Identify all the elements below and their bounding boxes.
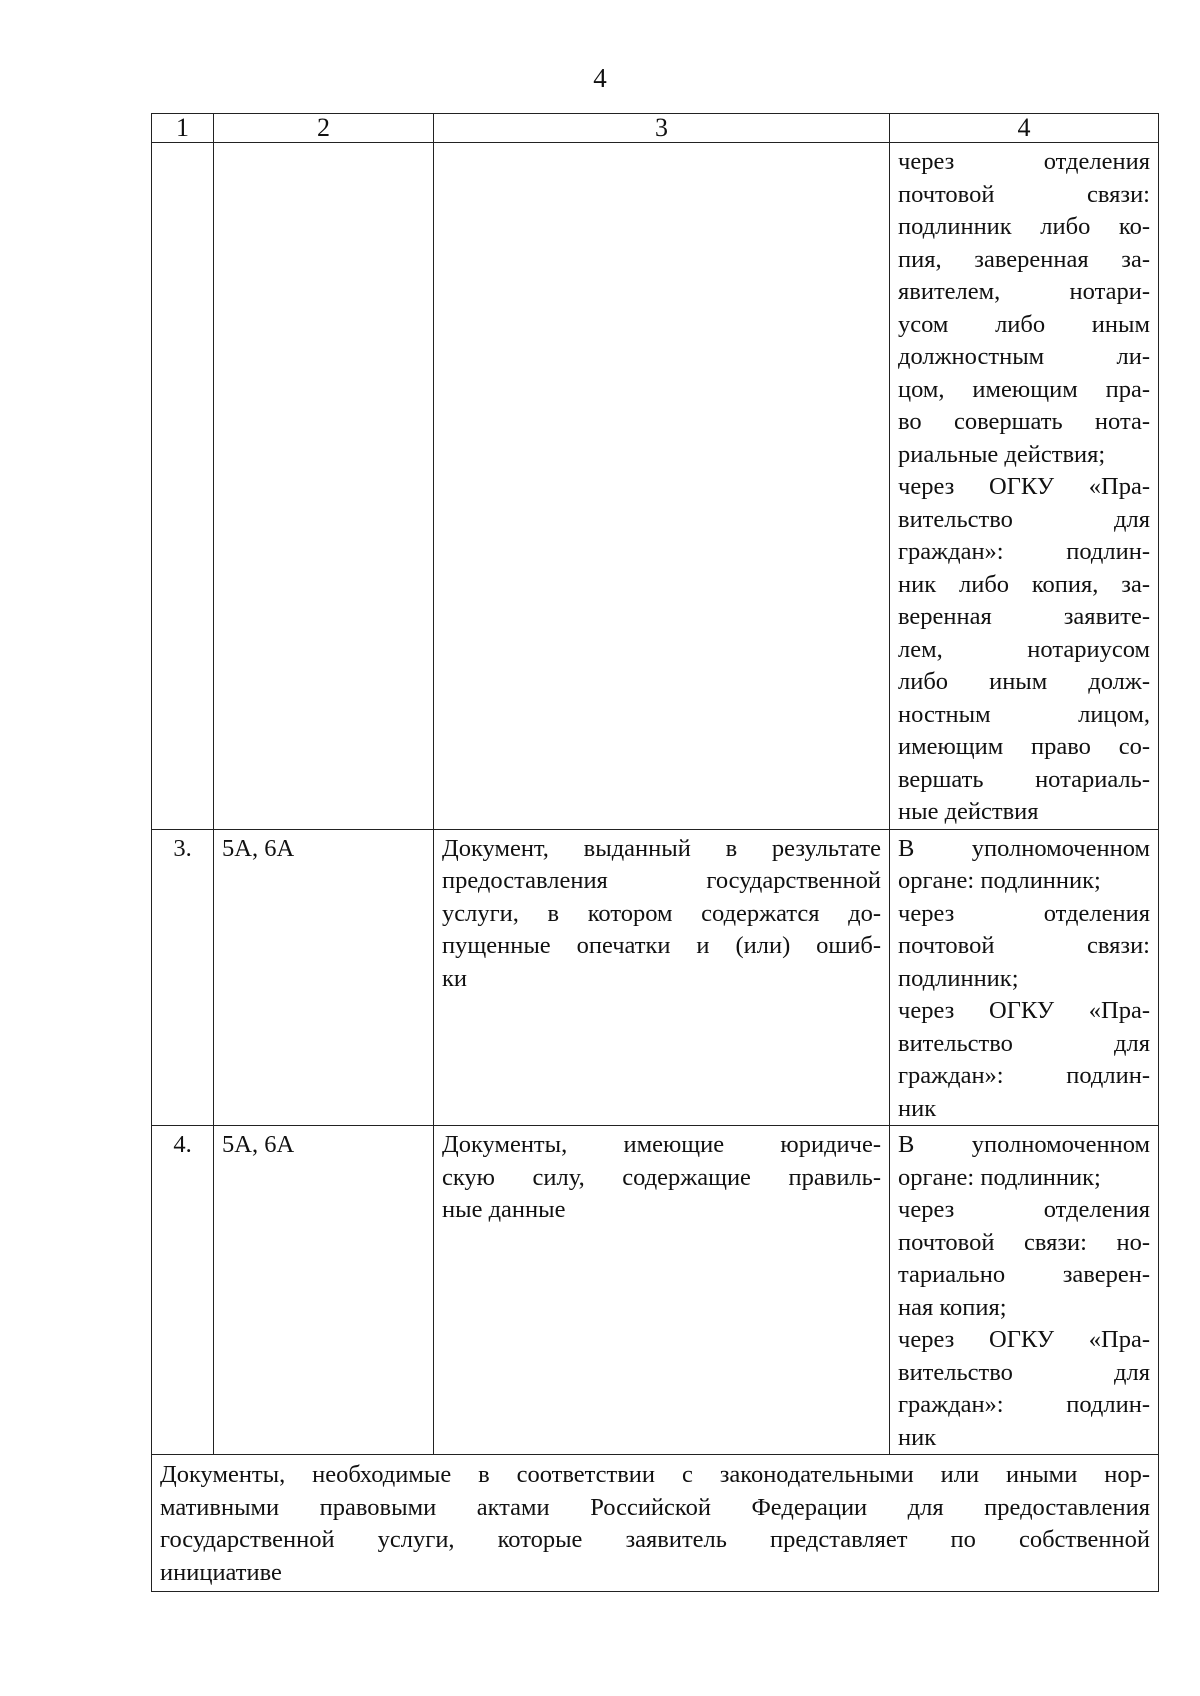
text-line: Документ, выданный в результате	[442, 834, 881, 862]
text-line: через отделения	[898, 148, 1150, 175]
text-line: В уполномоченном	[898, 1131, 1150, 1158]
row-number: 3.	[152, 829, 214, 1126]
text-line: ки	[442, 964, 468, 992]
text-line: граждан»: подлин-	[898, 1391, 1150, 1418]
text-line: ные данные	[442, 1196, 566, 1223]
row-codes: 5А, 6А	[214, 829, 434, 1126]
text-line: Документы, необходимые в соответствии с законодательными или иными нор-	[160, 1461, 1150, 1488]
text-line: риальные действия;	[898, 440, 1106, 468]
text-line: граждан»: подлин-	[898, 1062, 1150, 1089]
text-line: инициативе	[160, 1558, 282, 1586]
header-col-4: 4	[890, 114, 1159, 143]
page-number: 4	[593, 63, 607, 93]
text-line: мативными правовыми актами Российской Федерации для предоставления	[160, 1493, 1150, 1521]
row-description	[434, 143, 890, 830]
table-row	[152, 1126, 1159, 1455]
text-line: тариально заверен-	[898, 1261, 1150, 1288]
row-submission-method	[890, 829, 1159, 1126]
text-line: услуги, в котором содержатся до-	[442, 899, 881, 927]
text-line: пия, заверенная за-	[898, 245, 1150, 273]
row-description	[434, 1126, 890, 1455]
table-header-row	[152, 114, 1159, 143]
table-row	[152, 829, 1159, 1126]
text-line: ностным лицом,	[898, 700, 1150, 728]
header-col-1: 1	[152, 114, 214, 143]
text-line: должностным ли-	[898, 343, 1150, 370]
text-line: цом, имеющим пра-	[898, 375, 1150, 403]
text-line: во совершать нота-	[898, 408, 1150, 435]
text-line: лем, нотариусом	[898, 635, 1150, 663]
text-line: органе: подлинник;	[898, 1163, 1101, 1191]
text-line: вительство для	[898, 1029, 1150, 1057]
text-line: ные действия	[898, 798, 1039, 825]
text-line: веренная заявите-	[898, 603, 1150, 630]
text-line: органе: подлинник;	[898, 867, 1101, 894]
table-row	[152, 143, 1159, 830]
text-line: подлинник либо ко-	[898, 213, 1150, 240]
text-line: подлинник;	[898, 964, 1019, 992]
text-line: ник	[898, 1094, 937, 1122]
row-submission-method	[890, 1126, 1159, 1455]
text-line: скую силу, содержащие правиль-	[442, 1163, 881, 1191]
text-line: ник	[898, 1423, 937, 1451]
text-line: через отделения	[898, 1196, 1150, 1223]
text-line: ная копия;	[898, 1293, 1007, 1321]
text-line: ник либо копия, за-	[898, 570, 1150, 598]
row-submission-method	[890, 143, 1159, 830]
row-codes	[214, 143, 434, 830]
text-line: почтовой связи: но-	[898, 1228, 1150, 1256]
row-number: 4.	[152, 1126, 214, 1455]
text-line: через ОГКУ «Пра-	[898, 997, 1150, 1024]
text-line: явителем, нотари-	[898, 278, 1150, 305]
header-col-3: 3	[434, 114, 890, 143]
text-line: почтовой связи:	[898, 180, 1150, 208]
text-line: Документы, имеющие юридиче-	[442, 1131, 881, 1158]
row-description	[434, 829, 890, 1126]
text-line: почтовой связи:	[898, 932, 1150, 959]
documents-table	[151, 113, 1159, 1592]
text-line: пущенные опечатки и (или) ошиб-	[442, 932, 881, 959]
table-footer-note	[152, 1455, 1159, 1592]
text-line: через ОГКУ «Пра-	[898, 473, 1150, 500]
text-line: вершать нотариаль-	[898, 765, 1150, 793]
text-line: вительство для	[898, 505, 1150, 533]
text-line: имеющим право со-	[898, 733, 1150, 760]
table-footer-row	[152, 1455, 1159, 1592]
text-line: через ОГКУ «Пра-	[898, 1326, 1150, 1353]
text-line: усом либо иным	[898, 310, 1150, 338]
text-line: граждан»: подлин-	[898, 538, 1150, 565]
text-line: либо иным долж-	[898, 668, 1150, 695]
text-line: через отделения	[898, 899, 1150, 927]
row-number	[152, 143, 214, 830]
text-line: вительство для	[898, 1358, 1150, 1386]
text-line: государственной услуги, которые заявитель представляет по собственной	[160, 1526, 1150, 1553]
header-col-2: 2	[214, 114, 434, 143]
row-codes: 5А, 6А	[214, 1126, 434, 1455]
text-line: В уполномоченном	[898, 834, 1150, 862]
text-line: предоставления государственной	[442, 867, 881, 894]
